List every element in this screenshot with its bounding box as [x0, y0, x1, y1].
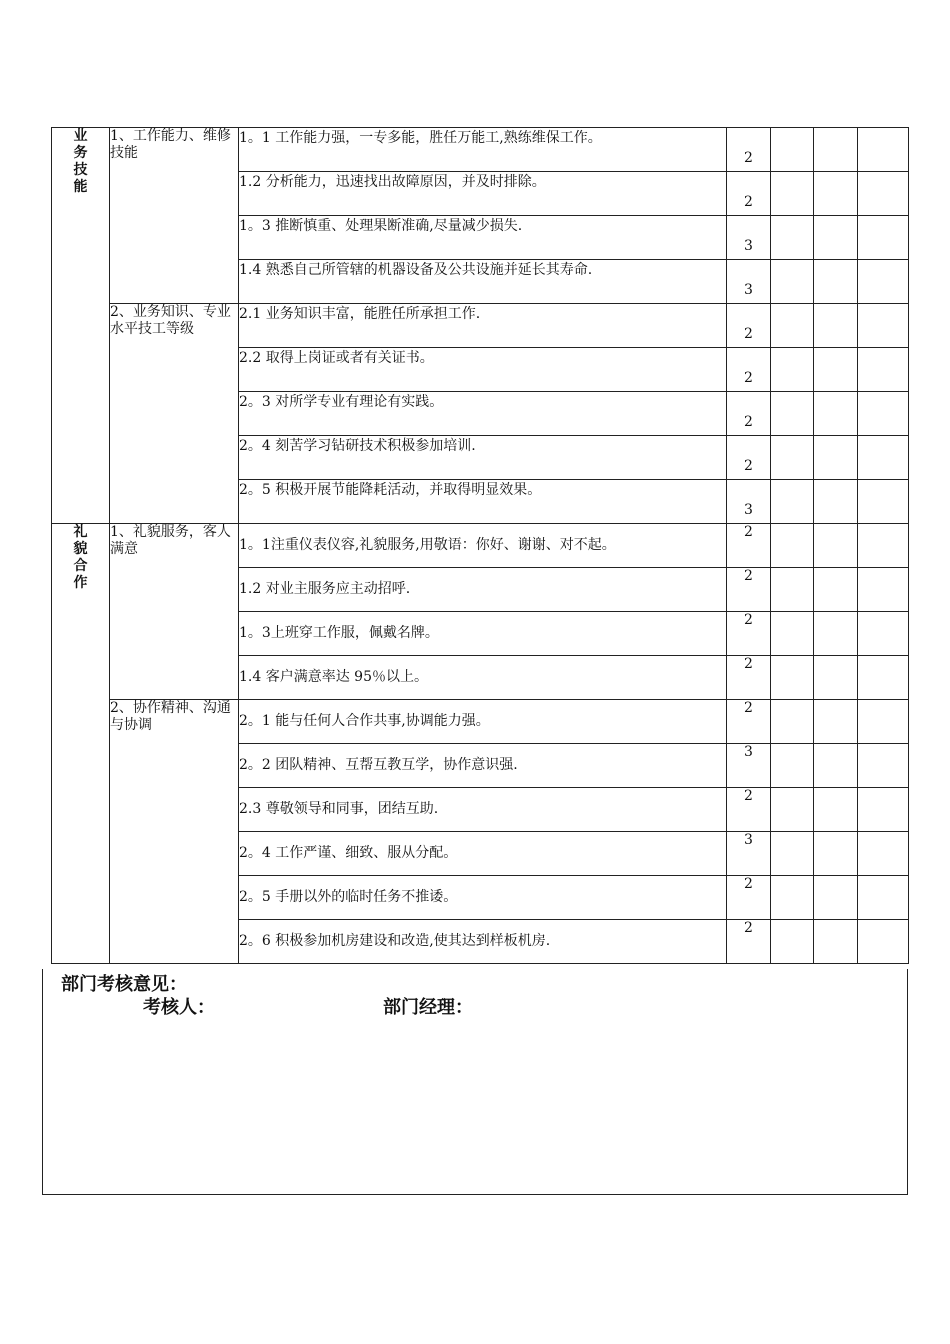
rating-cell[interactable] [771, 744, 814, 788]
rating-cell[interactable] [814, 304, 858, 348]
rating-cell[interactable] [771, 612, 814, 656]
rating-cell[interactable] [814, 436, 858, 480]
rating-cell[interactable] [814, 876, 858, 920]
score-cell: 3 [727, 832, 771, 876]
group-professional-knowledge: 2、业务知识、专业水平技工等级 [110, 304, 239, 524]
score-cell: 2 [727, 172, 771, 216]
rating-cell[interactable] [814, 348, 858, 392]
rating-cell[interactable] [858, 744, 909, 788]
group-courtesy-service: 1、礼貌服务，客人满意 [110, 524, 239, 700]
rating-cell[interactable] [771, 920, 814, 964]
rating-cell[interactable] [858, 832, 909, 876]
rating-cell[interactable] [771, 480, 814, 524]
rating-cell[interactable] [858, 876, 909, 920]
score-cell: 2 [727, 392, 771, 436]
score-cell: 2 [727, 128, 771, 172]
rating-cell[interactable] [771, 656, 814, 700]
rating-cell[interactable] [858, 612, 909, 656]
score-cell: 3 [727, 480, 771, 524]
rating-cell[interactable] [771, 392, 814, 436]
score-cell: 2 [727, 304, 771, 348]
table-row [52, 128, 909, 172]
rating-cell[interactable] [858, 524, 909, 568]
rating-cell[interactable] [814, 128, 858, 172]
rating-cell[interactable] [858, 656, 909, 700]
rating-cell[interactable] [858, 568, 909, 612]
table-row [52, 304, 909, 348]
rating-cell[interactable] [858, 348, 909, 392]
rating-cell[interactable] [771, 700, 814, 744]
rating-cell[interactable] [858, 436, 909, 480]
rating-cell[interactable] [814, 788, 858, 832]
item-text: 2.2 取得上岗证或者有关证书。 [239, 348, 727, 392]
score-cell: 2 [727, 656, 771, 700]
item-text: 2.1 业务知识丰富，能胜任所承担工作. [239, 304, 727, 348]
rating-cell[interactable] [771, 304, 814, 348]
score-cell: 2 [727, 700, 771, 744]
rating-cell[interactable] [771, 172, 814, 216]
item-text: 2。5 积极开展节能降耗活动，并取得明显效果。 [239, 480, 727, 524]
item-text: 1。1注重仪表仪容,礼貌服务,用敬语：你好、谢谢、对不起。 [239, 524, 727, 568]
rating-cell[interactable] [814, 920, 858, 964]
group-teamwork: 2、协作精神、沟通与协调 [110, 700, 239, 964]
rating-cell[interactable] [858, 216, 909, 260]
score-cell: 2 [727, 524, 771, 568]
rating-cell[interactable] [814, 744, 858, 788]
item-text: 1.2 分析能力，迅速找出故障原因，并及时排除。 [239, 172, 727, 216]
item-text: 1.4 客户满意率达 95％以上。 [239, 656, 727, 700]
rating-cell[interactable] [814, 392, 858, 436]
rating-cell[interactable] [858, 700, 909, 744]
category-business-skills: 业务技能 [52, 128, 110, 524]
department-opinion-box[interactable] [42, 969, 908, 1195]
item-text: 2。3 对所学专业有理论有实践。 [239, 392, 727, 436]
group-work-ability: 1、工作能力、维修技能 [110, 128, 239, 304]
score-cell: 2 [727, 612, 771, 656]
rating-cell[interactable] [771, 876, 814, 920]
rating-cell[interactable] [814, 700, 858, 744]
item-text: 2。1 能与任何人合作共事,协调能力强。 [239, 700, 727, 744]
item-text: 1.2 对业主服务应主动招呼. [239, 568, 727, 612]
rating-cell[interactable] [771, 128, 814, 172]
rating-cell[interactable] [771, 568, 814, 612]
item-text: 2.3 尊敬领导和同事，团结互助. [239, 788, 727, 832]
rating-cell[interactable] [858, 304, 909, 348]
category-courtesy-cooperation: 礼貌合作 [52, 524, 110, 964]
rating-cell[interactable] [814, 260, 858, 304]
rating-cell[interactable] [858, 788, 909, 832]
rating-cell[interactable] [858, 392, 909, 436]
rating-cell[interactable] [814, 216, 858, 260]
table-row [52, 524, 909, 568]
rating-cell[interactable] [814, 568, 858, 612]
assessment-table [51, 127, 909, 964]
rating-cell[interactable] [814, 524, 858, 568]
rating-cell[interactable] [771, 832, 814, 876]
rating-cell[interactable] [858, 480, 909, 524]
item-text: 1。3 推断慎重、处理果断准确,尽量减少损失. [239, 216, 727, 260]
rating-cell[interactable] [771, 348, 814, 392]
rating-cell[interactable] [771, 788, 814, 832]
item-text: 2。2 团队精神、互帮互教互学，协作意识强. [239, 744, 727, 788]
rating-cell[interactable] [858, 128, 909, 172]
score-cell: 3 [727, 216, 771, 260]
score-cell: 2 [727, 348, 771, 392]
item-text: 1。3上班穿工作服，佩戴名牌。 [239, 612, 727, 656]
rating-cell[interactable] [858, 260, 909, 304]
rating-cell[interactable] [814, 480, 858, 524]
item-text: 2。5 手册以外的临时任务不推诿。 [239, 876, 727, 920]
manager-label: 部门经理： [383, 997, 473, 1018]
rating-cell[interactable] [814, 832, 858, 876]
item-text: 2。4 工作严谨、细致、服从分配。 [239, 832, 727, 876]
table-row [52, 700, 909, 744]
item-text: 2。4 刻苦学习钻研技术积极参加培训. [239, 436, 727, 480]
rating-cell[interactable] [771, 216, 814, 260]
rating-cell[interactable] [858, 920, 909, 964]
score-cell: 2 [727, 876, 771, 920]
rating-cell[interactable] [771, 524, 814, 568]
score-cell: 2 [727, 568, 771, 612]
rating-cell[interactable] [771, 260, 814, 304]
score-cell: 2 [727, 788, 771, 832]
score-cell: 2 [727, 920, 771, 964]
rating-cell[interactable] [814, 172, 858, 216]
rating-cell[interactable] [814, 612, 858, 656]
item-text: 1。1 工作能力强，一专多能，胜任万能工,熟练维保工作。 [239, 128, 727, 172]
rating-cell[interactable] [771, 436, 814, 480]
rating-cell[interactable] [814, 656, 858, 700]
item-text: 1.4 熟悉自己所管辖的机器设备及公共设施并延长其寿命. [239, 260, 727, 304]
reviewer-label: 考核人： [143, 997, 215, 1018]
opinion-title: 部门考核意见： [61, 974, 187, 995]
score-cell: 3 [727, 744, 771, 788]
score-cell: 2 [727, 436, 771, 480]
score-cell: 3 [727, 260, 771, 304]
item-text: 2。6 积极参加机房建设和改造,使其达到样板机房. [239, 920, 727, 964]
rating-cell[interactable] [858, 172, 909, 216]
